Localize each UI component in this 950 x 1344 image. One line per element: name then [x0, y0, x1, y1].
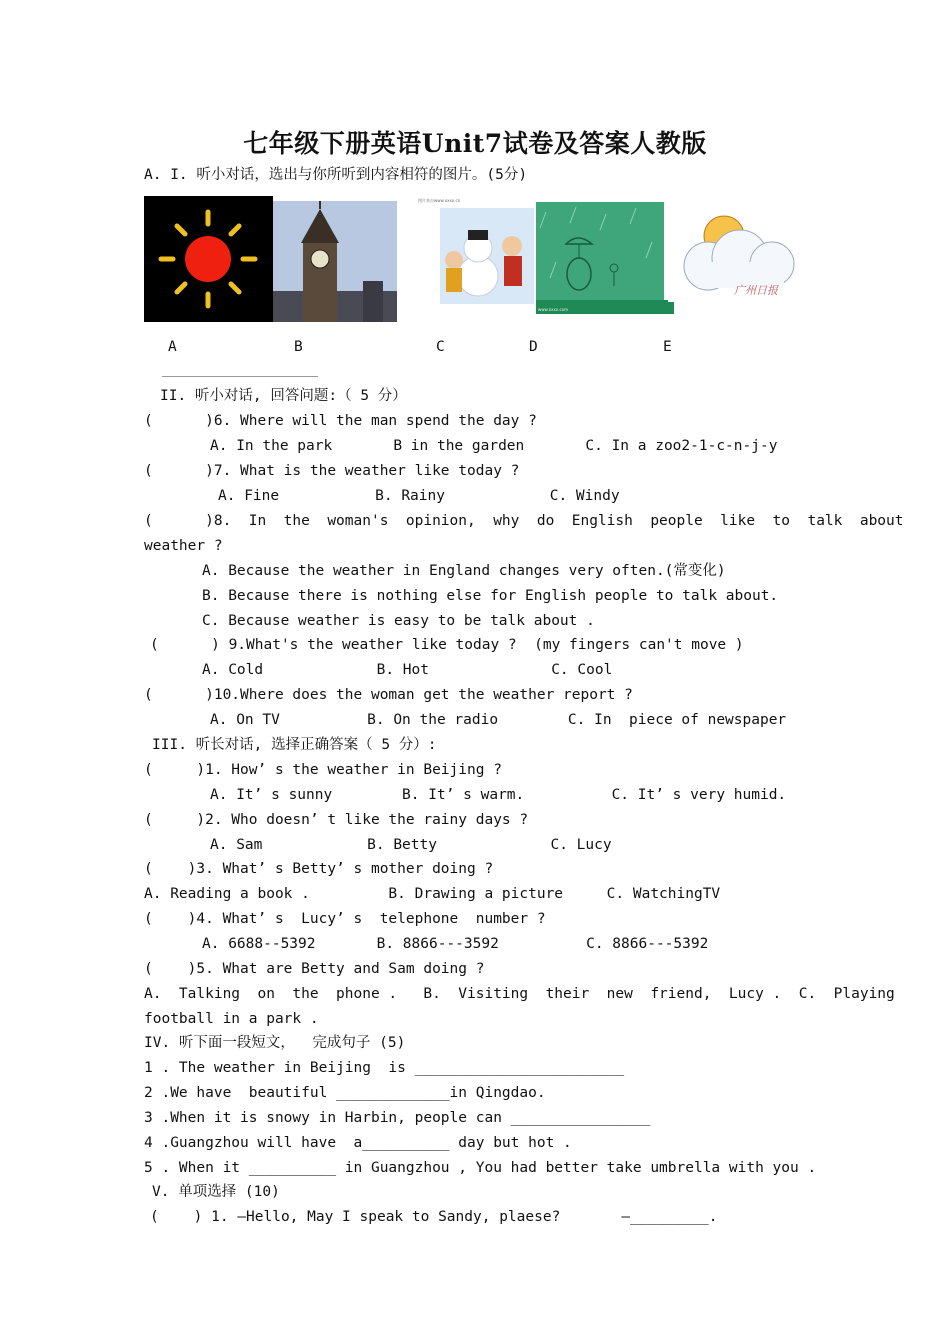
snow-caption: 图片来自www.xxxx.cn — [418, 198, 461, 203]
question-iii-5-options-cont: football in a park . — [144, 1011, 319, 1027]
fill-sentence-4: 4 .Guangzhou will have a__________ day but hot . — [144, 1135, 572, 1151]
big-ben-picture-icon — [273, 201, 397, 322]
picture-label-b: B — [294, 339, 303, 355]
picture-label-e: E — [663, 339, 672, 355]
question-iii-2-options: A. Sam B. Betty C. Lucy — [210, 837, 612, 853]
question-10: ( )10.Where does the woman get the weather report ? — [144, 687, 633, 703]
question-9: ( ) 9.What's the weather like today ? (my fingers can't move ) — [150, 637, 744, 653]
question-iii-1: ( )1. How’ s the weather in Beijing ? — [144, 762, 502, 778]
question-10-options: A. On TV B. On the radio C. In piece of newspaper — [210, 712, 787, 728]
question-8: ( )8. In the woman's opinion, why do English people like to talk about — [144, 513, 904, 529]
question-6-options: A. In the park B in the garden C. In a zoo2-1-c-n-j-y — [210, 438, 778, 454]
snowman-picture-icon — [418, 198, 536, 310]
picture-label-c: C — [436, 339, 445, 355]
question-7-options: A. Fine B. Rainy C. Windy — [218, 488, 620, 504]
rainy-day-picture-icon — [536, 202, 674, 314]
rain-caption: www.xxxx.com — [538, 307, 569, 312]
question-8-option-a: A. Because the weather in England changes very often.(常变化) — [202, 563, 726, 579]
question-7: ( )7. What is the weather like today ? — [144, 463, 520, 479]
question-v-1: ( ) 1. —Hello, May I speak to Sandy, plaese? —_________. — [150, 1209, 718, 1225]
question-iii-1-options: A. It’ s sunny B. It’ s warm. C. It’ s very humid. — [210, 787, 787, 803]
question-8-cont: weather ? — [144, 538, 223, 554]
question-iii-5: ( )5. What are Betty and Sam doing ? — [144, 961, 485, 977]
picture-label-d: D — [529, 339, 538, 355]
section-1-header: A. I. 听小对话，选出与你所听到内容相符的图片。(5分) — [144, 167, 528, 183]
fill-sentence-1: 1 . The weather in Beijing is ________________________ — [144, 1060, 625, 1076]
question-iii-4-options: A. 6688--5392 B. 8866---3592 C. 8866---5392 — [202, 936, 709, 952]
section-4-header: IV. 听下面一段短文， 完成句子 (5) — [144, 1035, 406, 1051]
section-3-header: III. 听长对话, 选择正确答案（ 5 分）: — [152, 737, 437, 753]
section-5-header: V. 单项选择 (10) — [152, 1184, 280, 1200]
page-title: 七年级下册英语Unit7试卷及答案人教版 — [243, 129, 707, 158]
divider — [162, 376, 318, 377]
question-8-option-c: C. Because weather is easy to be talk about . — [202, 613, 595, 629]
question-6: ( )6. Where will the man spend the day ? — [144, 413, 537, 429]
question-iii-5-options: A. Talking on the phone . B. Visiting their new friend, Lucy . C. Playing — [144, 986, 895, 1002]
section-2-header: II. 听小对话, 回答问题:（ 5 分） — [160, 388, 407, 404]
question-8-option-b: B. Because there is nothing else for English people to talk about. — [202, 588, 779, 604]
picture-label-a: A — [168, 339, 177, 355]
question-iii-2: ( )2. Who doesn’ t like the rainy days ? — [144, 812, 529, 828]
watermark: 广州日报 — [734, 284, 778, 297]
fill-sentence-3: 3 .When it is snowy in Harbin, people can ________________ — [144, 1110, 651, 1126]
fill-sentence-5: 5 . When it __________ in Guangzhou , You had better take umbrella with you . — [144, 1160, 817, 1176]
question-9-options: A. Cold B. Hot C. Cool — [202, 662, 613, 678]
fill-sentence-2: 2 .We have beautiful _____________in Qingdao. — [144, 1085, 546, 1101]
question-iii-3: ( )3. What’ s Betty’ s mother doing ? — [144, 861, 494, 877]
question-iii-4: ( )4. What’ s Lucy’ s telephone number ? — [144, 911, 546, 927]
sun-cloud-picture-icon — [668, 198, 802, 302]
question-iii-3-options: A. Reading a book . B. Drawing a picture C. WatchingTV — [144, 886, 721, 902]
sun-picture-icon — [144, 196, 273, 322]
